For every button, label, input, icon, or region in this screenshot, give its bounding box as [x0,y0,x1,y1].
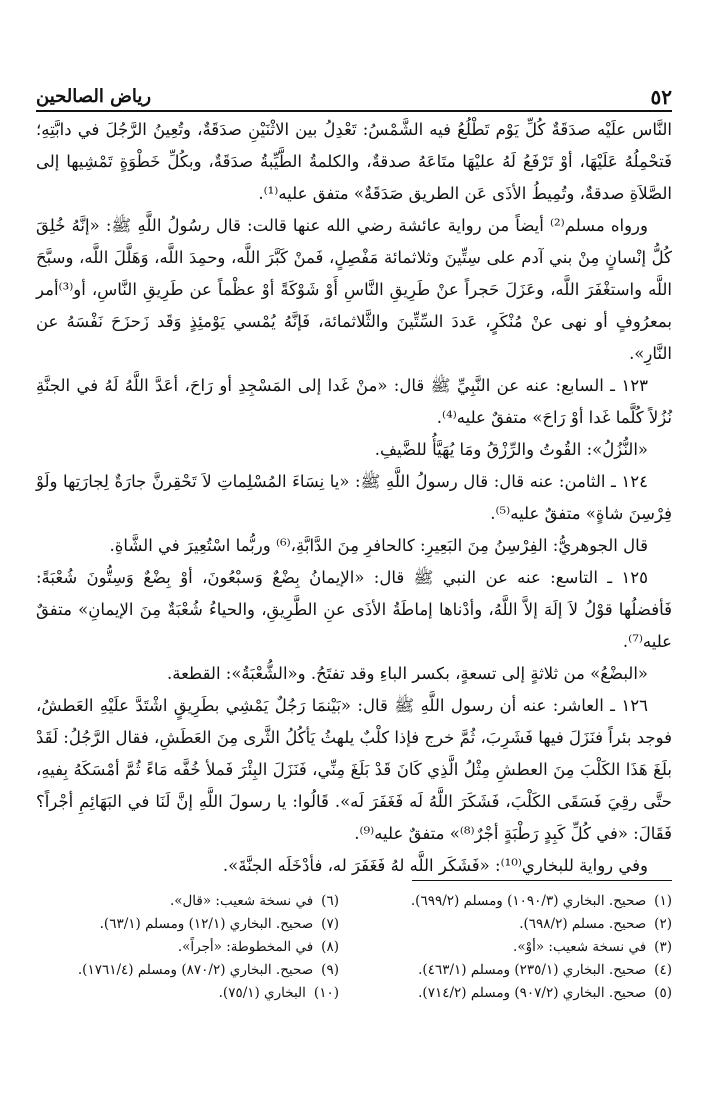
footnote-text: صحيح. البخاري (٢٣٥/١) ومسلم (٤٦٣/١). [418,962,647,978]
footnotes-left-column [36,890,339,1005]
paragraph-muslim-narration: ورواه مسلم⁽²⁾ أيضاً من رواية عائشة رضي الله عنها قالت: قال رسُولُ اللَّهِ ﷺ: «إنَّهُ خُلِقَ كُلُّ إنْسانٍ مِنْ بني آدم على سِتِّينَ وثلاثمائة مَفْصِلٍ، فَمنْ كَبَّرَ اللَّه، وحمِدَ اللَّه، وَهَلَّلَ اللَّه، وسبَّحَ اللَّه واستغْفَرَ اللَّه، وعَزَلَ حَجراً عنْ طَرِيقِ النَّاسِ أَوْ شَوْكَةً أوْ عظْماً عن طَرِيقِ النَّاسِ، أو⁽³⁾أمر بمعرُوفٍ أو نهى عنْ مُنْكَرٍ، عَددَ السِّتِّينَ والثَّلاثمائة، فَإنَّهُ يُمْسي يَوْمئِذٍ وَقَد زَحزَحَ نَفْسَهُ عن النَّارِ». [36,216,672,363]
footnote-number: (٢) [654,916,672,932]
running-title: رياض الصالحين [36,86,152,107]
gloss-nuzul: «النُّزُلُ»: القُوتُ والرِّزْقُ ومَا يُهَيَّأُ للضَّيفِ. [374,440,648,459]
footnote-number: (٩) [321,962,339,978]
footnote-number: (٦) [321,893,339,909]
gloss-firsin: قال الجوهريُّ: الفِرْسِنُ مِنَ البَعِيرِ: كالحافرِ مِنَ الدَّابَّةِ،⁽⁶⁾ وربُّما اسْتُعِيرَ في الشَّاةِ. [109,536,648,555]
gloss-bid: «البضْعُ» من ثلاثةٍ إلى تسعةٍ، بكسر الباءِ وقد تفتَحُ. و«الشُّعْبَةُ»: القطعة. [166,664,648,683]
footnote-text: في نسخة شعيب: «قال». [169,893,314,909]
hadith-126: ١٢٦ ـ العاشر: عنه أن رسول اللَّهِ ﷺ قال: «بَيْنمَا رَجُلٌ يَمْشِي بطَرِيقٍ اشْتَدَّ علَيْهِ العَطشُ، فوجد بئراً فنَزَلَ فيها فَشَرِبَ، ثُمَّ خرج فإذا كلْبٌ يلهثُ يَأكُلُ الثَّرى مِنَ العَطَشِ، فقال الرَّجُلُ: لَقَدْ بلَغَ هَذَا الكَلْبَ مِنَ العطشِ مِثْلُ الَّذِي كَانَ قَدْ بَلَغَ مِنِّي، فَنَزَلَ البِئْرَ فَملأ خُفَّه مَاءً ثُمَّ أمْسَكَهُ بِفيهِ، حتَّى رقِيَ فَسَقَى الكَلْبَ، فَشَكَرَ اللَّهُ لَه فَغَفَرَ لَه». قَالُوا: يا رسولَ اللَّهِ إنَّ لَنَا في البَهَائِمِ أجْراً؟ فَقَالَ: «في كُلِّ كَبِدٍ رَطْبَةٍ أجْرٌ⁽⁸⁾» متفقٌ عليه⁽⁹⁾. [36,696,672,843]
footnote-text: صحيح. البخاري (١٢/١) ومسلم (٦٣/١). [99,916,314,932]
hadith-124: ١٢٤ ـ الثامن: عنه قال: قال رسولُ اللَّهِ ﷺ: «يا نِسَاءَ المُسْلِماتِ لاَ تَحْقِرنَّ جارَةٌ لِجارَتِها ولَوْ فِرْسِنَ شاةٍ» متفقٌ عليه⁽⁵⁾. [36,472,672,523]
footnotes [36,890,672,1005]
footnote [369,959,672,982]
footnote-text: صحيح. البخاري (٨٧٠/٢) ومسلم (١٧٦١/٤). [77,962,314,978]
page-header [36,80,672,112]
footnote-text: صحيح. مسلم (٦٩٨/٢). [519,916,647,932]
footnote-number: (٧) [321,916,339,932]
footnote [36,913,339,936]
footnote-number: (٣) [654,939,672,955]
footnote [369,982,672,1005]
footnote-text: في المخطوطة: «أجراً». [177,939,314,955]
footnote [36,890,339,913]
main-text [36,114,672,882]
footnote [369,936,672,959]
footnote-text: في نسخة شعيب: «أوْ». [513,939,647,955]
footnote-text: البخاري (٧٥/١). [218,985,306,1001]
footnote [369,913,672,936]
footnote-text: صحيح. البخاري (١٠٩٠/٣) ومسلم (٦٩٩/٢). [410,893,647,909]
footnote [36,982,339,1005]
paragraph-continuation: النَّاس علَيْه صدَقَةٌ كُلِّ يَوْم تَطْلُعُ فيه الشَّمْسُ: تَعْدِلُ بين الاثْنَيْنِ صدَقَةٌ، وتُعِينُ الرَّجُلَ في دابَّتِهِ؛ فَتحْمِلُهُ عَلَيْهَا، أوْ تَرْفَعُ لَهُ عليْهَا متَاعَهُ صدقةٌ، والكلمةُ الطَّيِّبةُ صدَقَةٌ، وبكُلِّ خَطْوَةٍ تَمْشِيها إلى الصَّلاَةِ صدقةٌ، وتُمِيطُ الأذَى عَن الطريق صَدَقَةٌ» متفق عليه⁽¹⁾. [36,120,672,203]
footnote-number: (١) [654,893,672,909]
footnote-number: (١٠) [313,985,339,1001]
footnote [36,959,339,982]
footnote-number: (٥) [654,985,672,1001]
footnote [369,890,672,913]
footnote [36,936,339,959]
footnote-number: (٤) [654,962,672,978]
footnotes-right-column [369,890,672,1005]
footnote-divider [412,880,672,881]
hadith-123: ١٢٣ ـ السابع: عنه عن النَّبِيِّ ﷺ قال: «منْ غَدا إلى المَسْجِدِ أو رَاحَ، أعَدَّ اللَّهُ لَهُ في الجنَّةِ نُزُلاً كُلَّما غَدا أوْ رَاحَ» متفقٌ عليه⁽⁴⁾. [36,376,672,427]
footnote-number: (٨) [321,939,339,955]
hadith-125: ١٢٥ ـ التاسع: عنه عن النبي ﷺ قال: «الإيمانُ بِضْعٌ وَسبْعُونَ، أوْ بِضْعٌ وَسِتُّونَ شُعْبَةً: فَأفضلُها قوْلُ لاَ إلَهَ إلاَّ اللَّهُ، وأدْناها إماطَةُ الأذَى عنِ الطَّرِيقِ، والحياءُ شُعْبَةٌ مِنَ الإيمانِ» متفقٌ عليه⁽⁷⁾. [36,568,672,651]
bukhari-narration: وفي رواية للبخاري⁽¹⁰⁾: «فَشَكَر اللَّه لهُ فَغَفَرَ له، فأدْخَلَه الجنَّةَ». [222,856,648,875]
footnote-text: صحيح. البخاري (٩٠٧/٢) ومسلم (٧١٤/٢). [418,985,647,1001]
page-number: ٥٢ [650,85,672,109]
